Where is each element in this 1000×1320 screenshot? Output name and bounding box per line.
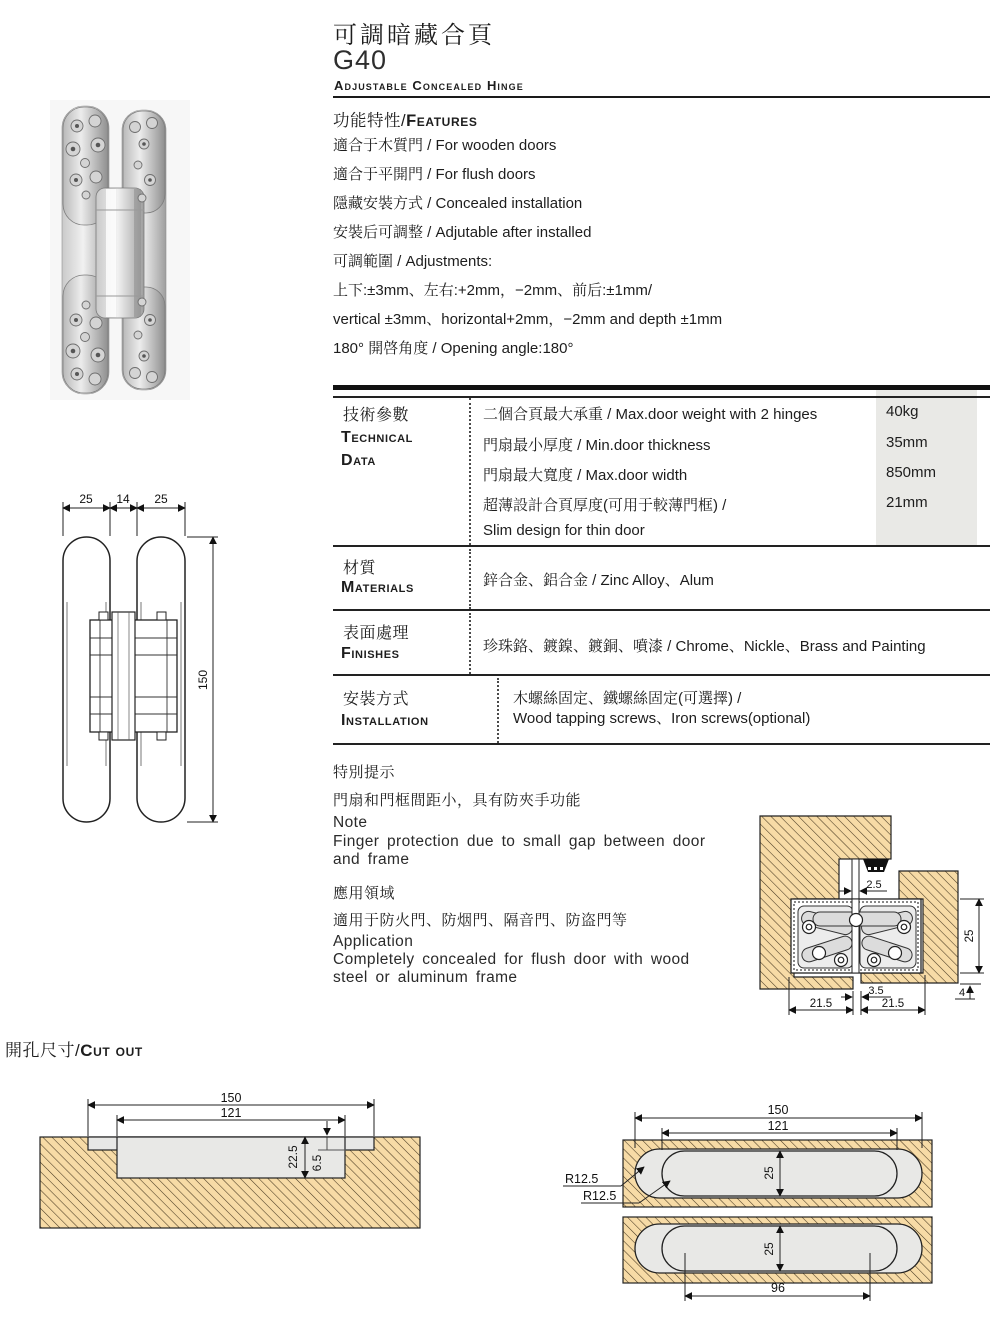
radius-label: R12.5	[583, 1189, 617, 1203]
tech-row-value: 21mm	[886, 494, 928, 511]
column-divider	[497, 678, 499, 743]
dim-label: 96	[771, 1281, 785, 1295]
finishes-row	[333, 611, 990, 676]
door-gap	[852, 859, 859, 902]
application-heading-cn: 應用領域	[333, 885, 396, 902]
dim-label: 25	[762, 1242, 776, 1256]
section-view-drawing	[755, 810, 1000, 1030]
materials-label-cn: 材質	[343, 560, 377, 577]
finishes-value: 珍珠鉻、鍍鎳、鍍銅、噴漆 / Chrome、Nickle、Brass and Painting	[483, 638, 926, 655]
installation-row	[333, 676, 990, 745]
page-title-cn: 可調暗藏合頁	[333, 22, 495, 49]
features-heading	[333, 107, 477, 131]
column-divider	[469, 549, 471, 609]
dim-label: 25	[154, 492, 168, 506]
finishes-label-cn: 表面處理	[343, 625, 410, 642]
application-text-en: steel or aluminum frame	[333, 969, 518, 986]
hinge-mechanism	[791, 899, 921, 973]
technical-data-table	[333, 385, 990, 547]
feature-item: 180° 開啓角度 / Opening angle:180°	[333, 340, 574, 357]
model-number: G40	[333, 45, 388, 75]
feature-item: 安裝后可調整 / Adjutable after installed	[333, 224, 592, 241]
application-text-en: Completely concealed for flush door with wood	[333, 951, 690, 968]
note-text-en: and frame	[333, 851, 410, 868]
feature-item: vertical ±3mm、horizontal+2mm，−2mm and depth ±1mm	[333, 311, 723, 328]
cutout-side-drawing	[35, 1093, 430, 1238]
feature-item: 隱藏安裝方式 / Concealed installation	[333, 195, 583, 212]
dim-label: 150	[220, 1093, 242, 1105]
materials-row	[333, 547, 990, 611]
dim-label: 25	[79, 492, 93, 506]
installation-value-2: Wood tapping screws、Iron screws(optional)	[513, 710, 811, 727]
finishes-label-en: Finishes	[341, 645, 400, 662]
dim-label: 121	[220, 1106, 242, 1120]
materials-label-en: Materials	[341, 579, 414, 596]
radius-label: R12.5	[565, 1172, 599, 1186]
feature-item: 上下:±3mm、左右:+2mm，−2mm、前后:±1mm/	[333, 282, 652, 299]
header-rule	[333, 96, 990, 98]
column-divider	[469, 613, 471, 674]
feature-item: 適合于木質門 / For wooden doors	[333, 137, 557, 154]
dim-label: 21.5	[881, 998, 905, 1010]
note-text-en: Finger protection due to small gap between door	[333, 833, 706, 850]
tech-row-desc2: Slim design for thin door	[483, 522, 645, 539]
cutout-plan-drawing	[558, 1093, 1000, 1315]
installation-label-cn: 安裝方式	[343, 691, 410, 708]
installation-label-en: Installation	[341, 712, 429, 729]
dim-label: 150	[196, 669, 210, 691]
dim-label: 25	[964, 929, 976, 943]
tech-row-desc: 門扇最大寬度 / Max.door width	[483, 467, 688, 484]
application-heading-en: Application	[333, 933, 414, 950]
note-heading-en: Note	[333, 814, 368, 831]
product-photo	[50, 100, 190, 400]
tech-row-value: 40kg	[886, 403, 919, 420]
center-mechanism	[90, 612, 177, 740]
dim-label: 2.5	[866, 879, 882, 891]
features-heading-cn: 功能特性/	[333, 112, 407, 130]
features-heading-en: Features	[406, 112, 478, 130]
dim-label: 14	[116, 492, 130, 506]
technical-label-cn: 技術參數	[343, 407, 410, 424]
front-view-drawing	[50, 490, 265, 835]
tech-row-desc: 門扇最小厚度 / Min.door thickness	[483, 437, 711, 454]
note-text-cn: 門扇和門框間距小，具有防夾手功能	[333, 792, 582, 809]
dim-label: 121	[767, 1119, 789, 1133]
dim-label: 21.5	[809, 998, 833, 1010]
dim-label: 22.5	[286, 1145, 300, 1169]
tech-row-value: 35mm	[886, 434, 928, 451]
page-subtitle: Adjustable Concealed Hinge	[334, 78, 524, 93]
technical-label-en: Technical	[341, 429, 414, 446]
technical-label-en: Data	[341, 452, 376, 469]
dim-label: 150	[767, 1103, 789, 1117]
dim-label: 6.5	[310, 1154, 324, 1172]
dim-label: 25	[762, 1166, 776, 1180]
feature-item: 適合于平開門 / For flush doors	[333, 166, 536, 183]
materials-value: 鋅合金、鋁合金 / Zinc Alloy、Alum	[483, 572, 714, 589]
dim-label: 3.5	[868, 985, 884, 997]
column-divider	[469, 398, 471, 545]
cutout-heading	[5, 1036, 143, 1061]
cutout-heading-en: Cut out	[80, 1041, 143, 1060]
dim-label: 4	[958, 987, 966, 999]
cutout-heading-cn: 開孔尺寸/	[5, 1041, 81, 1060]
tech-row-desc: 超薄設計合頁厚度(可用于較薄門框) /	[483, 497, 727, 514]
tech-row-desc: 二個合頁最大承重 / Max.door weight with 2 hinges	[483, 406, 818, 423]
tech-row-value: 850mm	[886, 464, 937, 481]
note-heading-cn: 特別提示	[333, 764, 396, 781]
features-list	[333, 131, 722, 363]
feature-item: 可調範圍 / Adjustments:	[333, 253, 493, 270]
application-text-cn: 適用于防火門、防烟門、隔音門、防盗門等	[333, 912, 628, 929]
installation-value-1: 木螺絲固定、鐵螺絲固定(可選擇) /	[513, 690, 742, 707]
door-seal	[863, 859, 889, 872]
